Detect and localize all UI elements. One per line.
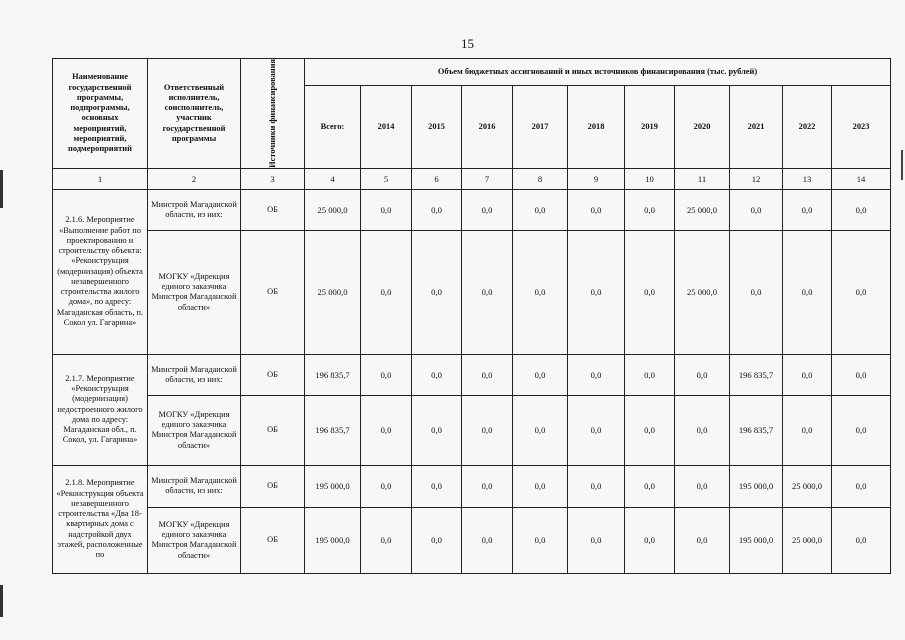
amount-year: 0,0 bbox=[412, 507, 462, 573]
amount-year: 0,0 bbox=[625, 465, 675, 507]
amount-year: 0,0 bbox=[730, 189, 783, 230]
responsible-executor: Минстрой Магаданской области, из них: bbox=[148, 189, 241, 230]
header-year: 2014 bbox=[361, 86, 412, 168]
responsible-executor: МОГКУ «Дирекция единого заказчика Минстроя Магаданской области» bbox=[148, 395, 241, 465]
header-year: 2023 bbox=[832, 86, 891, 168]
amount-year: 0,0 bbox=[412, 189, 462, 230]
responsible-executor: МОГКУ «Дирекция единого заказчика Минстроя Магаданской области» bbox=[148, 230, 241, 354]
activity-name: 2.1.7. Мероприятие «Реконструкция (модернизация) недостроенного жилого дома по адресу: Магаданская обл., п. Сокол, ул. Гагарина» bbox=[53, 354, 148, 465]
budget-table bbox=[52, 58, 891, 574]
column-number: 5 bbox=[361, 168, 412, 189]
amount-year: 0,0 bbox=[361, 230, 412, 354]
amount-year: 0,0 bbox=[361, 507, 412, 573]
amount-year: 0,0 bbox=[462, 395, 513, 465]
amount-year: 195 000,0 bbox=[730, 507, 783, 573]
amount-year: 196 835,7 bbox=[730, 354, 783, 395]
amount-year: 0,0 bbox=[462, 465, 513, 507]
amount-year: 0,0 bbox=[832, 395, 891, 465]
column-number: 14 bbox=[832, 168, 891, 189]
amount-year: 0,0 bbox=[783, 354, 832, 395]
amount-year: 0,0 bbox=[513, 507, 568, 573]
amount-year: 0,0 bbox=[832, 507, 891, 573]
header-year: 2021 bbox=[730, 86, 783, 168]
header-source-label: Источники финансирования bbox=[267, 59, 277, 168]
amount-year: 195 000,0 bbox=[730, 465, 783, 507]
amount-year: 0,0 bbox=[513, 395, 568, 465]
header-year: 2016 bbox=[462, 86, 513, 168]
amount-year: 0,0 bbox=[568, 395, 625, 465]
header-responsible: Ответственный исполнитель, соисполнитель, участник государственной программы bbox=[148, 59, 241, 169]
amount-year: 0,0 bbox=[513, 230, 568, 354]
amount-year: 0,0 bbox=[730, 230, 783, 354]
amount-year: 0,0 bbox=[361, 354, 412, 395]
responsible-executor: Минстрой Магаданской области, из них: bbox=[148, 354, 241, 395]
header-year: 2020 bbox=[675, 86, 730, 168]
financing-source: ОБ bbox=[241, 507, 305, 573]
amount-year: 0,0 bbox=[625, 507, 675, 573]
activity-name: 2.1.6. Мероприятие «Выполнение работ по проектированию и строительству объекта: «Реконструкция (модернизация) объекта незавершенного строительства жилого дома», по адресу: Магаданская область, п. Сокол ул. Гагарина» bbox=[53, 189, 148, 354]
column-number: 3 bbox=[241, 168, 305, 189]
amount-year: 0,0 bbox=[568, 354, 625, 395]
table-body bbox=[53, 189, 891, 573]
amount-year: 0,0 bbox=[462, 230, 513, 354]
amount-year: 196 835,7 bbox=[730, 395, 783, 465]
amount-year: 0,0 bbox=[625, 354, 675, 395]
amount-year: 0,0 bbox=[361, 189, 412, 230]
header-source bbox=[241, 59, 305, 169]
amount-year: 0,0 bbox=[568, 189, 625, 230]
page-number: 15 bbox=[461, 36, 474, 51]
amount-year: 0,0 bbox=[625, 395, 675, 465]
amount-year: 0,0 bbox=[462, 507, 513, 573]
header-volume: Объем бюджетных ассигнований и иных источников финансирования (тыс. рублей) bbox=[305, 59, 891, 86]
table-row bbox=[53, 507, 891, 573]
column-number: 4 bbox=[305, 168, 361, 189]
header-total: Всего: bbox=[305, 86, 361, 168]
amount-year: 0,0 bbox=[513, 354, 568, 395]
header-name: Наименование государственной программы, подпрограммы, основных мероприятий, мероприятий, подмероприятий bbox=[53, 59, 148, 169]
amount-year: 0,0 bbox=[675, 395, 730, 465]
amount-year: 0,0 bbox=[625, 189, 675, 230]
amount-year: 25 000,0 bbox=[675, 189, 730, 230]
amount-total: 195 000,0 bbox=[305, 507, 361, 573]
column-number: 8 bbox=[513, 168, 568, 189]
column-number: 2 bbox=[148, 168, 241, 189]
table-row bbox=[53, 395, 891, 465]
amount-year: 0,0 bbox=[361, 395, 412, 465]
amount-year: 0,0 bbox=[462, 189, 513, 230]
column-number: 7 bbox=[462, 168, 513, 189]
amount-year: 0,0 bbox=[568, 465, 625, 507]
amount-year: 0,0 bbox=[412, 230, 462, 354]
column-number: 13 bbox=[783, 168, 832, 189]
amount-year: 0,0 bbox=[462, 354, 513, 395]
activity-name: 2.1.8. Мероприятие «Реконструкция объекта незавершенного строительства «Два 18-квартирных дома с надстройкой двух этажей, расположенные по bbox=[53, 465, 148, 573]
amount-year: 0,0 bbox=[625, 230, 675, 354]
amount-year: 25 000,0 bbox=[783, 507, 832, 573]
column-number: 6 bbox=[412, 168, 462, 189]
amount-year: 0,0 bbox=[783, 395, 832, 465]
amount-total: 25 000,0 bbox=[305, 230, 361, 354]
amount-total: 196 835,7 bbox=[305, 395, 361, 465]
header-year: 2019 bbox=[625, 86, 675, 168]
financing-source: ОБ bbox=[241, 395, 305, 465]
amount-year: 25 000,0 bbox=[675, 230, 730, 354]
amount-year: 0,0 bbox=[832, 189, 891, 230]
column-number: 1 bbox=[53, 168, 148, 189]
amount-year: 0,0 bbox=[832, 354, 891, 395]
amount-year: 0,0 bbox=[568, 230, 625, 354]
table-row bbox=[53, 354, 891, 395]
responsible-executor: МОГКУ «Дирекция единого заказчика Минстроя Магаданской области» bbox=[148, 507, 241, 573]
amount-total: 25 000,0 bbox=[305, 189, 361, 230]
responsible-executor: Минстрой Магаданской области, из них: bbox=[148, 465, 241, 507]
amount-year: 0,0 bbox=[832, 465, 891, 507]
financing-source: ОБ bbox=[241, 230, 305, 354]
amount-year: 0,0 bbox=[513, 465, 568, 507]
table-row bbox=[53, 230, 891, 354]
column-number: 9 bbox=[568, 168, 625, 189]
amount-total: 196 835,7 bbox=[305, 354, 361, 395]
table-row bbox=[53, 465, 891, 507]
amount-year: 0,0 bbox=[412, 465, 462, 507]
amount-year: 0,0 bbox=[675, 507, 730, 573]
scan-edge-mark bbox=[0, 170, 3, 208]
amount-year: 0,0 bbox=[783, 230, 832, 354]
financing-source: ОБ bbox=[241, 189, 305, 230]
amount-year: 0,0 bbox=[361, 465, 412, 507]
header-year: 2022 bbox=[783, 86, 832, 168]
amount-year: 0,0 bbox=[412, 354, 462, 395]
amount-year: 25 000,0 bbox=[783, 465, 832, 507]
header-year: 2015 bbox=[412, 86, 462, 168]
scan-edge-mark bbox=[901, 150, 903, 180]
amount-year: 0,0 bbox=[568, 507, 625, 573]
financing-source: ОБ bbox=[241, 354, 305, 395]
header-year: 2017 bbox=[513, 86, 568, 168]
amount-year: 0,0 bbox=[675, 465, 730, 507]
column-number-row bbox=[53, 168, 891, 189]
table-row bbox=[53, 189, 891, 230]
column-number: 10 bbox=[625, 168, 675, 189]
financing-source: ОБ bbox=[241, 465, 305, 507]
amount-year: 0,0 bbox=[513, 189, 568, 230]
amount-year: 0,0 bbox=[675, 354, 730, 395]
scan-edge-mark bbox=[0, 585, 3, 617]
header-year: 2018 bbox=[568, 86, 625, 168]
column-number: 11 bbox=[675, 168, 730, 189]
amount-year: 0,0 bbox=[832, 230, 891, 354]
column-number: 12 bbox=[730, 168, 783, 189]
amount-year: 0,0 bbox=[783, 189, 832, 230]
amount-total: 195 000,0 bbox=[305, 465, 361, 507]
amount-year: 0,0 bbox=[412, 395, 462, 465]
